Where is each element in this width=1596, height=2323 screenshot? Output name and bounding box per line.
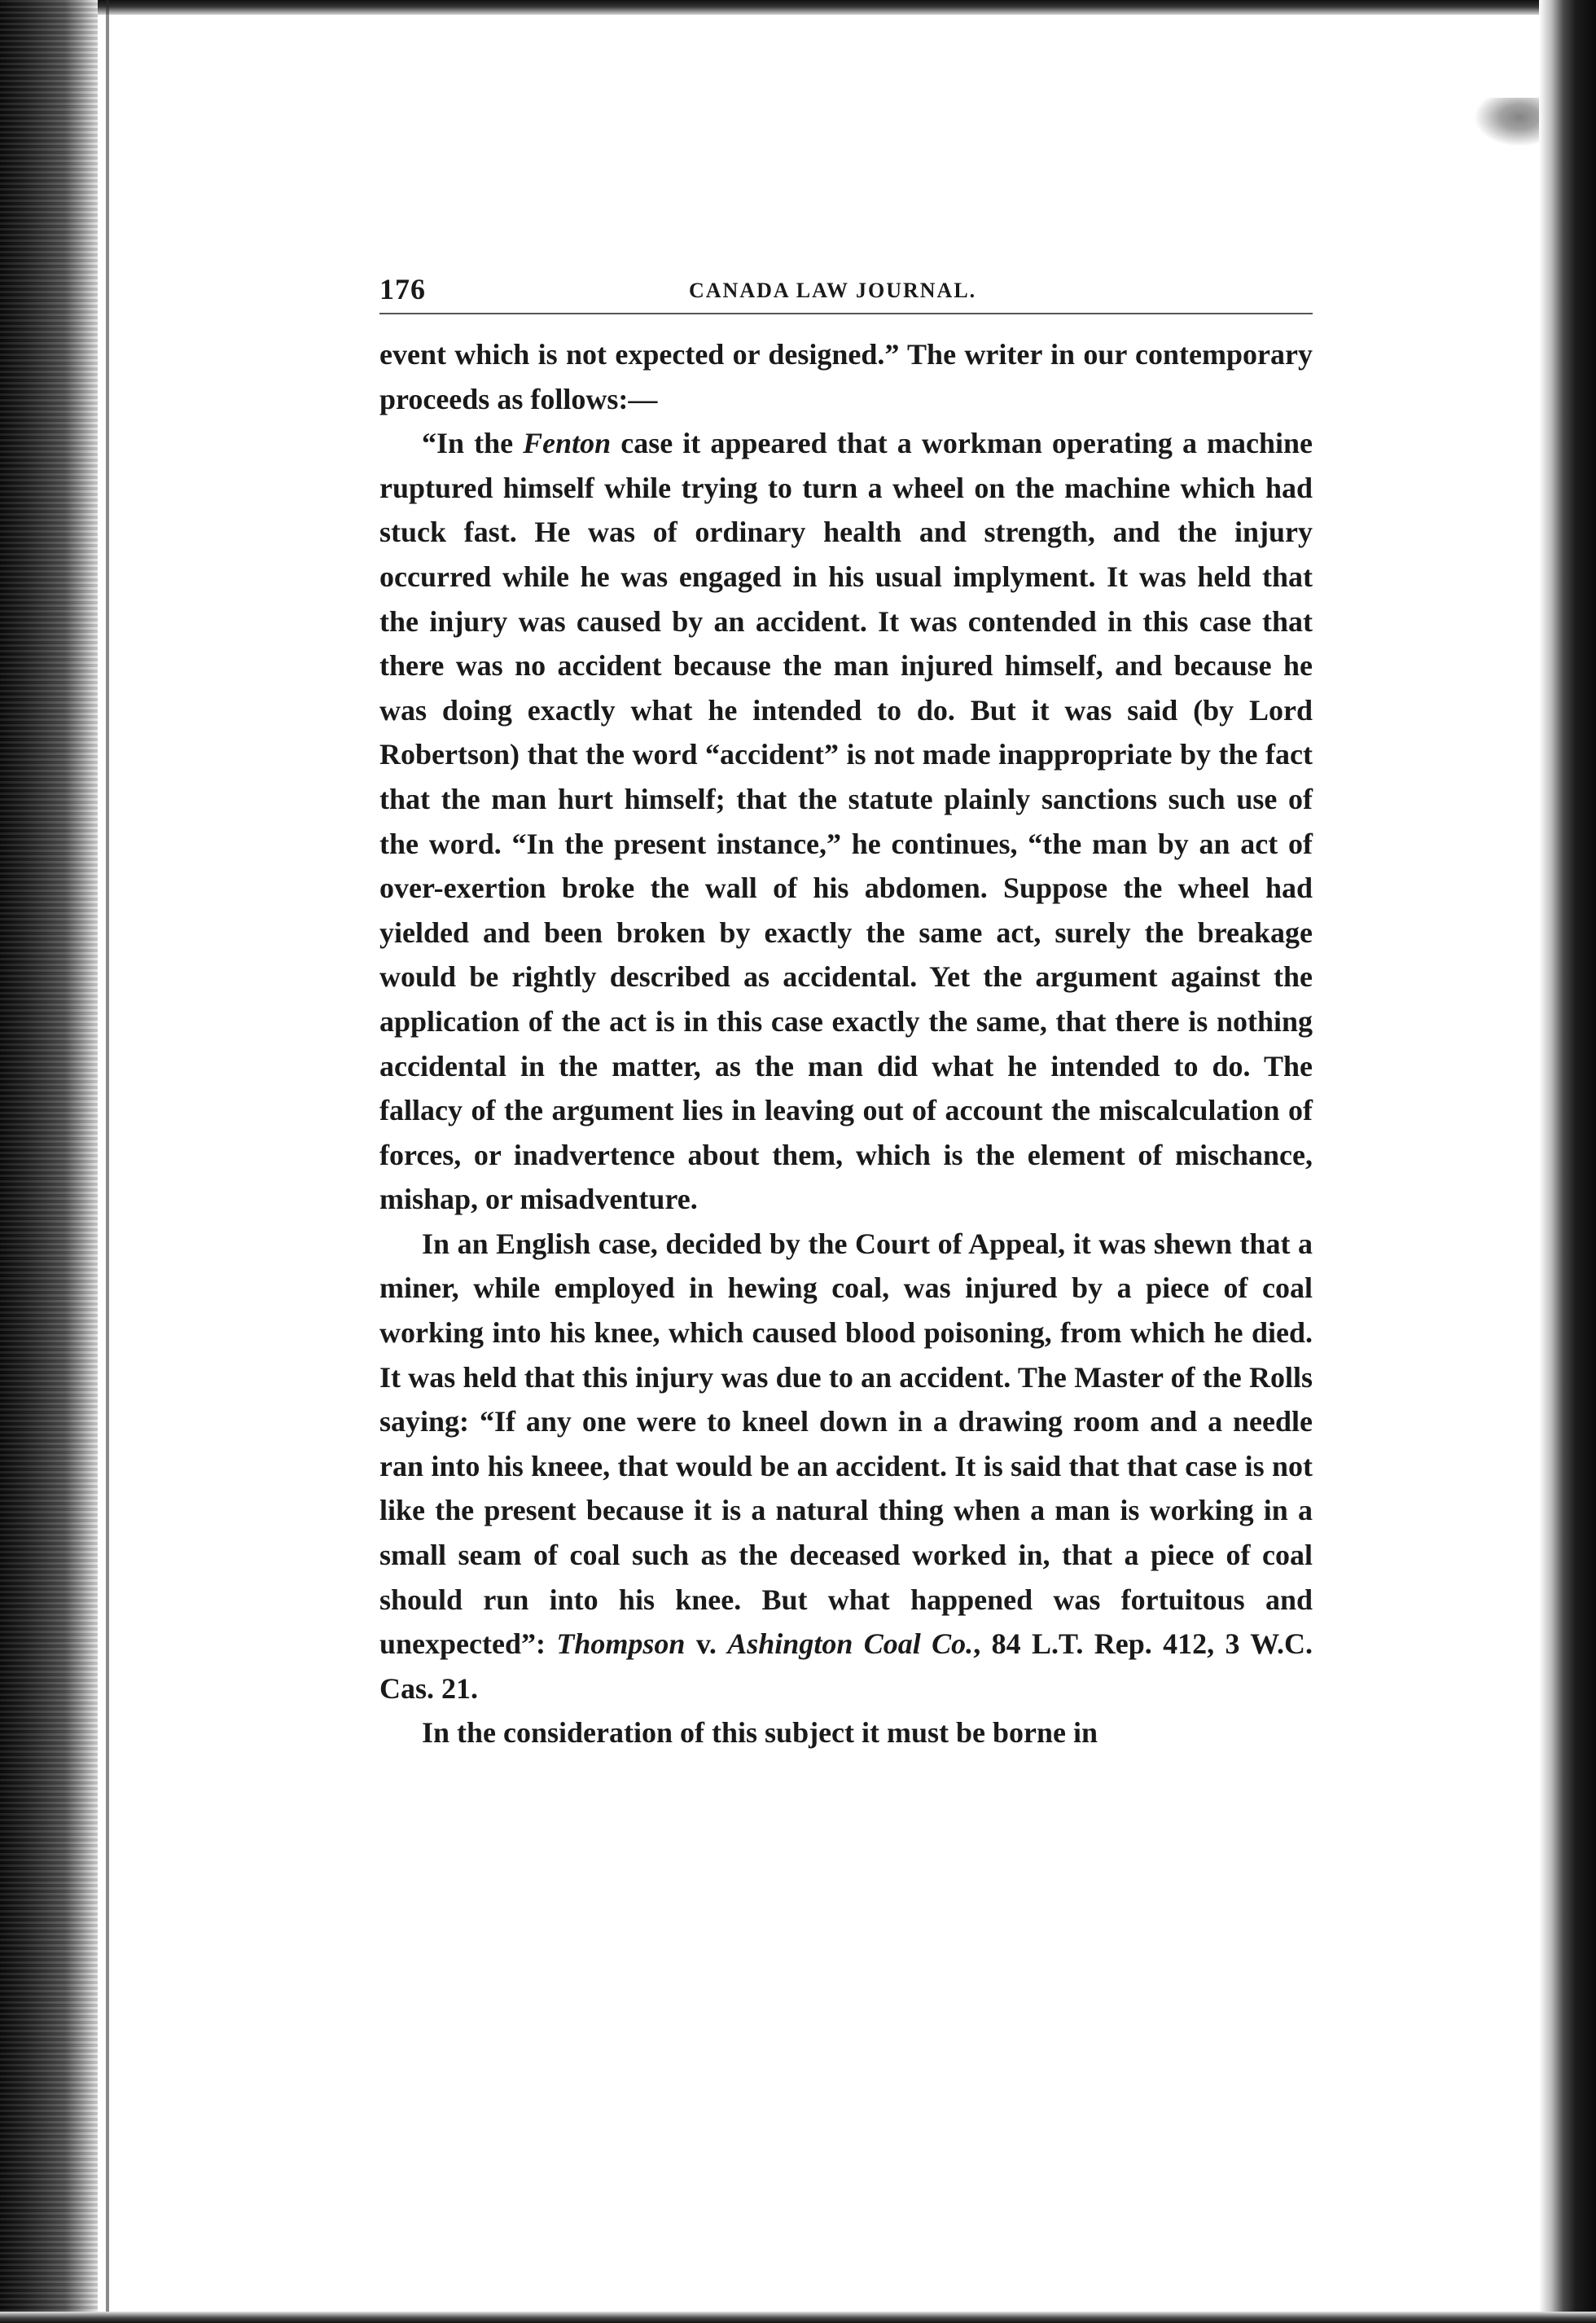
versus-text: v. — [685, 1627, 728, 1661]
header-rule — [379, 313, 1313, 314]
case-name-fenton: Fenton — [523, 427, 612, 460]
case-name-thompson: Thompson — [556, 1627, 686, 1661]
page-body — [379, 332, 1313, 1755]
paragraph-4: In the consideration of this subject it must be borne in — [422, 1716, 1098, 1750]
scan-smudge — [1474, 98, 1539, 147]
book-page — [379, 269, 1313, 1755]
page-number: 176 — [379, 273, 426, 305]
case-citation: , 84 L.T. Rep. 412, 3 W.C. Cas. 21. — [379, 1627, 1313, 1705]
running-head — [379, 269, 1313, 310]
paragraph-2-start: “In the — [422, 427, 524, 460]
scan-left-edge — [0, 0, 98, 2323]
paragraph-3 — [379, 1222, 1313, 1711]
scan-bottom-edge — [0, 2312, 1596, 2323]
paragraph-2-text: case it appeared that a workman operating a machine ruptured himself while trying to turn a wheel on the machine which had stuck fast. He was of ordinary health and strength, and the injury occurred while he was engaged in his usual implyment. It was held that the injury was caused by an accident. It was contended in this case that there was no accident because the man injured himself, and because he was doing exactly what he intended to do. But it was said (by Lord Robertson) that the word “accident” is not made inappropriate by the fact that the man hurt himself; that the statute plainly sanctions such use of the word. “In the present instance,” he continues, “the man by an act of over-exertion broke the wall of his abdomen. Suppose the wheel had yielded and been broken by exactly the same act, surely the breakage would be rightly described as accidental. Yet the argument against the application of the act is in this case exactly the same, that there is nothing accidental in the matter, as the man did what he intended to do. The fallacy of the argument lies in leaving out of account the miscalculation of forces, or inadvertence about them, which is the element of mischance, mishap, or misadventure. — [379, 427, 1313, 1216]
paragraph-2 — [379, 421, 1313, 1222]
journal-title: CANADA LAW JOURNAL. — [689, 279, 977, 302]
binding-gutter — [106, 0, 109, 2323]
paragraph-3-text: In an English case, decided by the Court of Appeal, it was shewn that a miner, while employed in hewing coal, was injured by a piece of coal working into his knee, which caused blood poisoning, from which he died. It was held that this injury was due to an accident. The Master of the Rolls saying: “If any one were to kneel down in a drawing room and a needle ran into his kneee, that would be an accident. It is said that that case is not like the present because it is a natural thing when a man is working in a small seam of coal such as the deceased worked in, that a piece of coal should run into his knee. But what happened was fortuitous and unexpected”: — [379, 1227, 1313, 1661]
paragraph-1: event which is not expected or designed.” The writer in our contemporary proceeds as follows:— — [379, 338, 1313, 415]
case-name-ashington: Ashington Coal Co. — [727, 1627, 974, 1661]
scan-top-edge — [0, 0, 1596, 15]
scan-right-edge — [1539, 0, 1596, 2323]
